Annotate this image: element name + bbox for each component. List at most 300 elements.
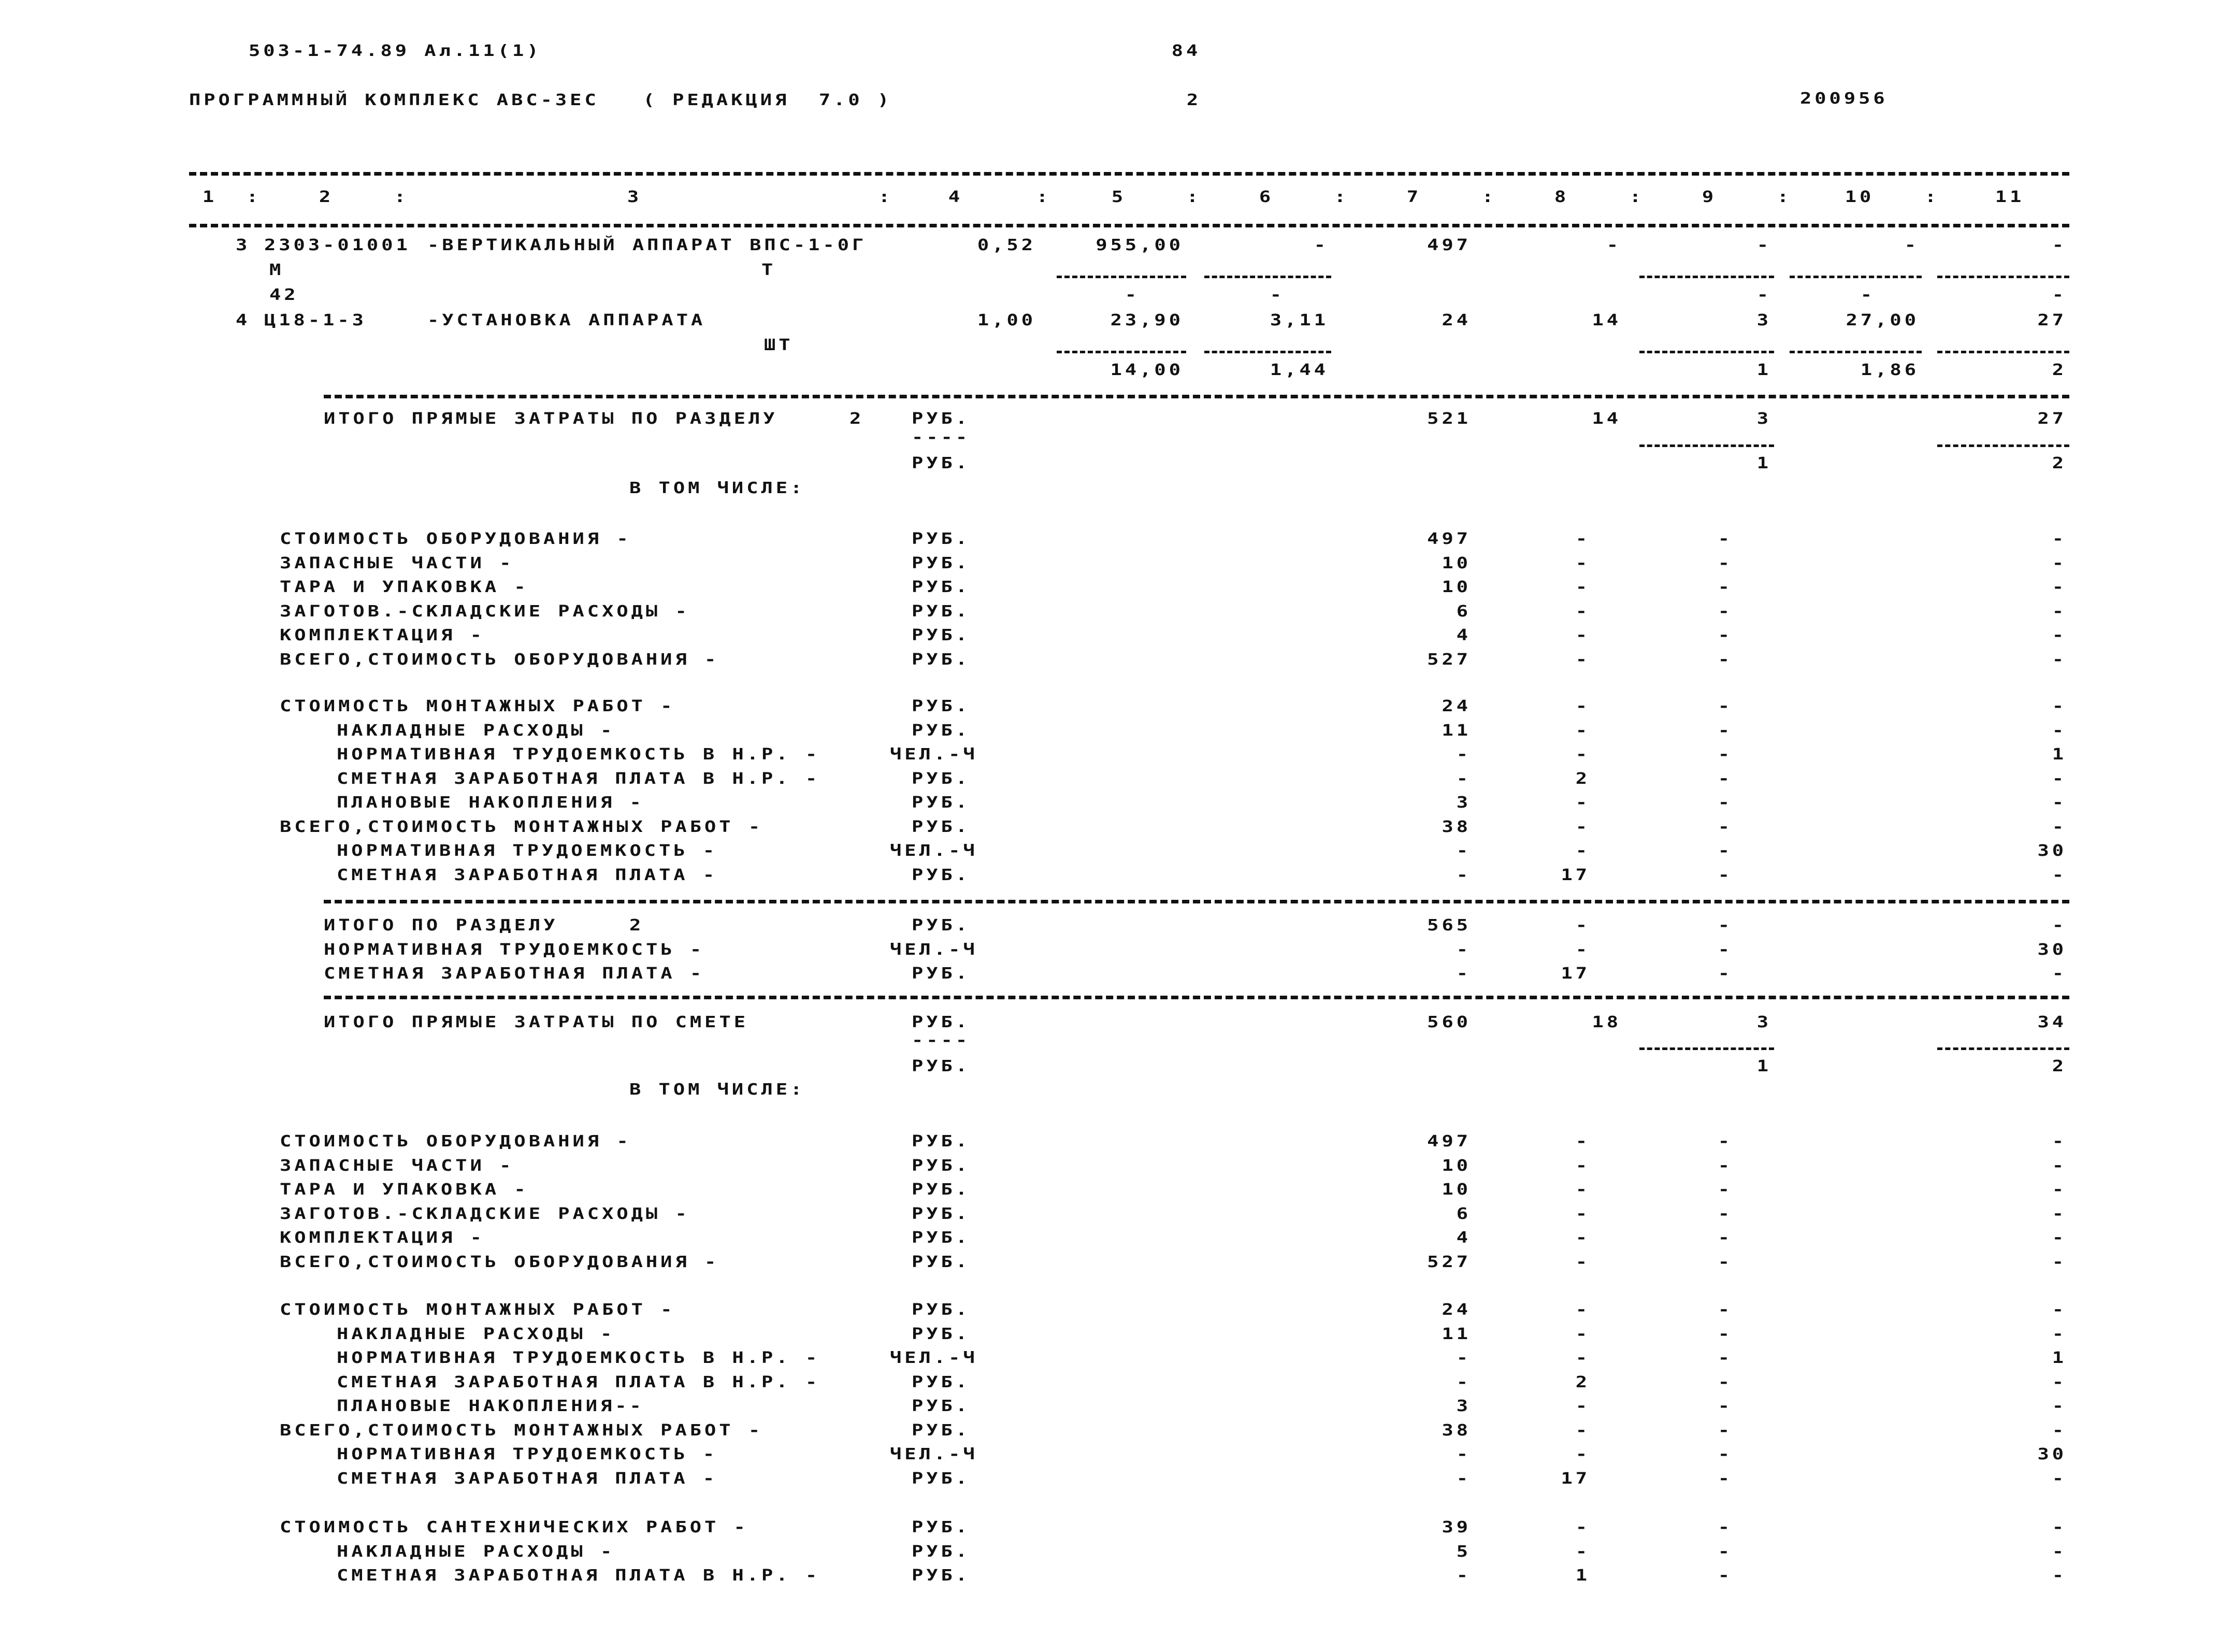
column-number-7: 7 [1406, 188, 1422, 206]
cost-col7: 3 [1456, 793, 1471, 812]
cost-col11: - [2052, 1324, 2067, 1343]
item-subrule-5 [1057, 276, 1186, 278]
column-number-8: 8 [1554, 188, 1569, 206]
cost-col7: 10 [1442, 578, 1471, 596]
unit-label: ЧЕЛ.-Ч [890, 1445, 978, 1463]
estimate-direct-costs-label: ИТОГО ПРЯМЫЕ ЗАТРАТЫ ПО СМЕТЕ [324, 1013, 749, 1031]
cost-col8: - [1575, 1324, 1590, 1343]
cost-col9: - [1718, 745, 1733, 764]
dash-mark: ---- [912, 1031, 971, 1050]
header-rule-bottom [189, 224, 2069, 227]
cost-line-label: КОМПЛЕКТАЦИЯ - [280, 1228, 485, 1247]
cost-col9: - [1718, 1180, 1733, 1199]
item-subrule-9 [1639, 276, 1774, 278]
unit-label: РУБ. [912, 1542, 971, 1560]
cost-line-label: НОРМАТИВНАЯ ТРУДОЕМКОСТЬ В Н.Р. - [337, 1348, 820, 1367]
cost-col7: - [1456, 841, 1471, 860]
sheet-number: 2 [1186, 91, 1202, 109]
cost-col7: 5 [1456, 1542, 1471, 1560]
cost-col8: - [1575, 1420, 1590, 1439]
cost-line-label: СТОИМОСТЬ МОНТАЖНЫХ РАБОТ - [280, 697, 675, 715]
estimate-col9: 3 [1756, 1013, 1771, 1031]
cost-col11: 30 [2037, 841, 2067, 860]
item-subrule-9 [1639, 351, 1774, 353]
item-subline-2: 42 [269, 285, 299, 304]
sum-col7: 565 [1427, 916, 1471, 935]
cost-col9: - [1718, 1204, 1733, 1223]
cost-col7: 38 [1442, 817, 1471, 836]
item-code: Ц18-1-3 [264, 311, 367, 329]
including-heading: В ТОМ ЧИСЛЕ: [629, 479, 805, 497]
unit-label: РУБ. [912, 1204, 971, 1223]
section-col11-lower: 2 [2052, 454, 2067, 472]
column-separator: : [1036, 188, 1051, 206]
cost-col11: - [2052, 1566, 2067, 1585]
cost-col7: 527 [1427, 650, 1471, 668]
estimate-col7: 560 [1427, 1013, 1471, 1031]
item-col9: - [1756, 236, 1771, 254]
cost-col8: - [1575, 650, 1590, 668]
cost-line-label: НОРМАТИВНАЯ ТРУДОЕМКОСТЬ В Н.Р. - [337, 745, 820, 764]
including-heading: В ТОМ ЧИСЛЕ: [629, 1080, 805, 1099]
sum-col9: - [1718, 940, 1733, 958]
item-lower-5: 14,00 [1110, 361, 1184, 379]
cost-line-label: ВСЕГО,СТОИМОСТЬ МОНТАЖНЫХ РАБОТ - [280, 1420, 763, 1439]
column-number-3: 3 [627, 188, 642, 206]
cost-col9: - [1718, 626, 1733, 644]
cost-col7: 497 [1427, 1132, 1471, 1151]
unit-label: РУБ. [912, 865, 971, 884]
unit-label: РУБ. [912, 454, 971, 472]
column-number-4: 4 [948, 188, 963, 206]
cost-col8: - [1575, 1397, 1590, 1415]
unit-label: РУБ. [912, 1300, 971, 1319]
cost-col8: - [1575, 1348, 1590, 1367]
cost-col8: - [1575, 745, 1590, 764]
item-subline-1: М [269, 261, 284, 279]
cost-col8: 17 [1561, 1469, 1590, 1487]
unit-label: РУБ. [912, 1324, 971, 1343]
item-code: 2303-01001 [264, 236, 411, 254]
cost-col9: - [1718, 650, 1733, 668]
sum-col7: - [1456, 964, 1471, 983]
cost-col9: - [1718, 578, 1733, 596]
item-unit: ШТ [764, 336, 794, 354]
section-sum-number: 2 [629, 916, 644, 935]
cost-line-label: НОРМАТИВНАЯ ТРУДОЕМКОСТЬ - [337, 841, 718, 860]
cost-col8: - [1575, 601, 1590, 620]
cost-col8: - [1575, 1228, 1590, 1247]
cost-col11: - [2052, 578, 2067, 596]
column-number-9: 9 [1702, 188, 1717, 206]
cost-line-label: ТАРА И УПАКОВКА - [280, 578, 529, 596]
cost-line-label: ВСЕГО,СТОИМОСТЬ ОБОРУДОВАНИЯ - [280, 1252, 719, 1271]
cost-col8: 1 [1575, 1566, 1590, 1585]
cost-col8: - [1575, 1180, 1590, 1199]
cost-col9: - [1718, 553, 1733, 572]
cost-col7: - [1456, 1348, 1471, 1367]
item-total-cost: 497 [1427, 236, 1471, 254]
column-separator: : [246, 188, 262, 206]
cost-col11: - [2052, 721, 2067, 739]
unit-label: РУБ. [912, 650, 971, 668]
cost-line-label: СТОИМОСТЬ САНТЕХНИЧЕСКИХ РАБОТ - [280, 1518, 748, 1536]
estimate-col11: 34 [2037, 1013, 2067, 1031]
cost-col11: - [2052, 601, 2067, 620]
unit-label: РУБ. [912, 721, 971, 739]
sum-col8: 17 [1561, 964, 1590, 983]
section-number: 2 [849, 409, 865, 428]
unit-label: РУБ. [912, 697, 971, 715]
cost-col8: - [1575, 1252, 1590, 1271]
item-lower-11: - [2052, 285, 2067, 304]
cost-col8: - [1575, 1156, 1590, 1174]
cost-col8: - [1575, 553, 1590, 572]
item-lower-9: - [1756, 285, 1771, 304]
section-col9-lower: 1 [1756, 454, 1771, 472]
cost-col9: - [1718, 865, 1733, 884]
item-col11: - [2052, 236, 2067, 254]
sum-col9: - [1718, 916, 1733, 935]
cost-col8: - [1575, 1518, 1590, 1536]
cost-col7: 11 [1442, 1324, 1471, 1343]
cost-col7: - [1456, 769, 1471, 787]
unit-label: РУБ. [912, 529, 971, 548]
cost-col9: - [1718, 1397, 1733, 1415]
unit-label: РУБ. [912, 1132, 971, 1151]
cost-line-label: СТОИМОСТЬ ОБОРУДОВАНИЯ - [280, 529, 631, 548]
cost-col8: - [1575, 578, 1590, 596]
section-col7: 521 [1427, 409, 1471, 428]
cost-col8: - [1575, 529, 1590, 548]
cost-col9: - [1718, 1445, 1733, 1463]
unit-label: РУБ. [912, 769, 971, 787]
cost-col8: 17 [1561, 865, 1590, 884]
unit-label: РУБ. [912, 1180, 971, 1199]
cost-col7: - [1456, 1372, 1471, 1391]
cost-line-label: ПЛАНОВЫЕ НАКОПЛЕНИЯ-- [337, 1397, 644, 1415]
cost-col8: - [1575, 626, 1590, 644]
section-col11: 27 [2037, 409, 2067, 428]
item-lower-10: 1,86 [1860, 361, 1919, 379]
item-col10: 27,00 [1846, 311, 1919, 329]
column-separator: : [878, 188, 894, 206]
cost-col9: - [1718, 1252, 1733, 1271]
cost-line-label: НАКЛАДНЫЕ РАСХОДЫ - [337, 721, 615, 739]
item-subrule-10 [1790, 276, 1922, 278]
unit-label: РУБ. [912, 916, 971, 935]
unit-label: ЧЕЛ.-Ч [890, 1348, 978, 1367]
cost-col9: - [1718, 769, 1733, 787]
cost-col7: 3 [1456, 1397, 1471, 1415]
unit-label: ЧЕЛ.-Ч [890, 745, 978, 764]
section-direct-costs-label: ИТОГО ПРЯМЫЕ ЗАТРАТЫ ПО РАЗДЕЛУ [324, 409, 778, 428]
item-subrule-6 [1204, 276, 1331, 278]
cost-col11: - [2052, 1228, 2067, 1247]
cost-line-label: ВСЕГО,СТОИМОСТЬ МОНТАЖНЫХ РАБОТ - [280, 817, 763, 836]
cost-col9: - [1718, 1566, 1733, 1585]
section-sum-rule [324, 900, 2069, 903]
cost-col7: 497 [1427, 529, 1471, 548]
cost-col8: - [1575, 1300, 1590, 1319]
item-lower-9: 1 [1756, 361, 1771, 379]
cost-col7: 38 [1442, 1420, 1471, 1439]
item-col8: 14 [1592, 311, 1621, 329]
column-separator: : [1481, 188, 1497, 206]
cost-col9: - [1718, 1542, 1733, 1560]
unit-label: РУБ. [912, 964, 971, 983]
item-lower-11: 2 [2052, 361, 2067, 379]
cost-col8: 2 [1575, 769, 1590, 787]
item-col11: 27 [2037, 311, 2067, 329]
cost-col7: 10 [1442, 1180, 1471, 1199]
column-separator: : [394, 188, 409, 206]
cost-col11: - [2052, 1542, 2067, 1560]
item-subrule-6 [1204, 351, 1331, 353]
cost-line-label: СМЕТНАЯ ЗАРАБОТНАЯ ПЛАТА В Н.Р. - [337, 769, 820, 787]
cost-col11: - [2052, 697, 2067, 715]
item-unit-price: 23,90 [1110, 311, 1184, 329]
item-lower-10: - [1860, 285, 1875, 304]
cost-col8: - [1575, 817, 1590, 836]
cost-col9: - [1718, 793, 1733, 812]
cost-line-label: ВСЕГО,СТОИМОСТЬ ОБОРУДОВАНИЯ - [280, 650, 719, 668]
unit-label: РУБ. [912, 1057, 971, 1075]
cost-col7: - [1456, 745, 1471, 764]
cost-col9: - [1718, 1348, 1733, 1367]
unit-label: ЧЕЛ.-Ч [890, 940, 978, 958]
cost-line-label: ЗАПАСНЫЕ ЧАСТИ - [280, 553, 514, 572]
cost-col11: - [2052, 1156, 2067, 1174]
dash-mark: ---- [912, 428, 971, 447]
cost-col11: - [2052, 1397, 2067, 1415]
sum-col11: - [2052, 916, 2067, 935]
sum-col11: 30 [2037, 940, 2067, 958]
item-col10: - [1904, 236, 1919, 254]
item-subrule-10 [1790, 351, 1922, 353]
cost-col11: - [2052, 626, 2067, 644]
cost-line-label: СМЕТНАЯ ЗАРАБОТНАЯ ПЛАТА В Н.Р. - [337, 1372, 820, 1391]
cost-col9: - [1718, 1518, 1733, 1536]
item-lower-6: - [1270, 285, 1285, 304]
cost-col8: - [1575, 1542, 1590, 1560]
cost-line-label: СТОИМОСТЬ МОНТАЖНЫХ РАБОТ - [280, 1300, 675, 1319]
cost-col8: 2 [1575, 1372, 1590, 1391]
estimate-col8: 18 [1592, 1013, 1621, 1031]
cost-col7: - [1456, 1445, 1471, 1463]
item-total-cost: 24 [1442, 311, 1471, 329]
cost-col11: - [2052, 1372, 2067, 1391]
cost-col9: - [1718, 1372, 1733, 1391]
cost-col7: 24 [1442, 697, 1471, 715]
unit-label: РУБ. [912, 1252, 971, 1271]
cost-col9: - [1718, 1300, 1733, 1319]
cost-col8: - [1575, 1445, 1590, 1463]
cost-col11: - [2052, 1180, 2067, 1199]
sum-col9: - [1718, 964, 1733, 983]
cost-line-label: СМЕТНАЯ ЗАРАБОТНАЯ ПЛАТА В Н.Р. - [337, 1566, 820, 1585]
cost-col7: 527 [1427, 1252, 1471, 1271]
unit-label: РУБ. [912, 1518, 971, 1536]
cost-col7: 24 [1442, 1300, 1471, 1319]
section-rule [324, 395, 2069, 398]
column-separator: : [1334, 188, 1349, 206]
item-number: 4 [236, 311, 251, 329]
cost-col11: - [2052, 1518, 2067, 1536]
item-number: 3 [236, 236, 251, 254]
cost-col7: 39 [1442, 1518, 1471, 1536]
cost-line-label: ЗАГОТОВ.-СКЛАДСКИЕ РАСХОДЫ - [280, 1204, 690, 1223]
column-separator: : [1924, 188, 1940, 206]
cost-line-label: СТОИМОСТЬ ОБОРУДОВАНИЯ - [280, 1132, 631, 1151]
unit-label: РУБ. [912, 1013, 971, 1031]
cost-col11: - [2052, 650, 2067, 668]
cost-col11: - [2052, 553, 2067, 572]
item-quantity: 0,52 [977, 236, 1036, 254]
unit-label: РУБ. [912, 1372, 971, 1391]
cost-col8: - [1575, 721, 1590, 739]
column-number-1: 1 [202, 188, 218, 206]
cost-line-label: ЗАГОТОВ.-СКЛАДСКИЕ РАСХОДЫ - [280, 601, 690, 620]
item-lower-5: - [1125, 285, 1140, 304]
estimate-subrule-11 [1937, 1047, 2069, 1050]
cost-line-label: ЗАПАСНЫЕ ЧАСТИ - [280, 1156, 514, 1174]
unit-label: ЧЕЛ.-Ч [890, 841, 978, 860]
estimate-subrule-9 [1639, 1047, 1774, 1050]
cost-col9: - [1718, 817, 1733, 836]
cost-col7: 10 [1442, 1156, 1471, 1174]
cost-col9: - [1718, 841, 1733, 860]
column-number-2: 2 [319, 188, 334, 206]
column-number-10: 10 [1845, 188, 1875, 206]
item-subrule-5 [1057, 351, 1186, 353]
cost-col11: - [2052, 1420, 2067, 1439]
unit-label: РУБ. [912, 1156, 971, 1174]
cost-col7: - [1456, 1566, 1471, 1585]
estimate-rule [324, 996, 2069, 999]
cost-col9: - [1718, 1132, 1733, 1151]
cost-col8: - [1575, 841, 1590, 860]
column-number-11: 11 [1995, 188, 2025, 206]
cost-col8: - [1575, 697, 1590, 715]
cost-col8: - [1575, 1204, 1590, 1223]
cost-line-label: СМЕТНАЯ ЗАРАБОТНАЯ ПЛАТА - [337, 865, 718, 884]
section-sum-label: НОРМАТИВНАЯ ТРУДОЕМКОСТЬ - [324, 940, 705, 958]
cost-col11: - [2052, 1204, 2067, 1223]
item-description: -ВЕРТИКАЛЬНЫЙ АППАРАТ ВПС-1-0Г [427, 236, 867, 254]
cost-col11: - [2052, 817, 2067, 836]
cost-col11: - [2052, 769, 2067, 787]
unit-label: РУБ. [912, 1469, 971, 1487]
document-number: 200956 [1800, 89, 1888, 108]
cost-col11: - [2052, 1252, 2067, 1271]
unit-label: РУБ. [912, 626, 971, 644]
item-col8: - [1606, 236, 1621, 254]
column-number-5: 5 [1111, 188, 1127, 206]
cost-col9: - [1718, 601, 1733, 620]
unit-label: РУБ. [912, 1228, 971, 1247]
item-unit: Т [761, 261, 776, 279]
item-quantity: 1,00 [977, 311, 1036, 329]
cost-line-label: СМЕТНАЯ ЗАРАБОТНАЯ ПЛАТА - [337, 1469, 718, 1487]
cost-line-label: ТАРА И УПАКОВКА - [280, 1180, 529, 1199]
item-description: -УСТАНОВКА АППАРАТА [427, 311, 706, 329]
cost-col9: - [1718, 697, 1733, 715]
cost-col11: 1 [2052, 1348, 2067, 1367]
cost-col8: - [1575, 793, 1590, 812]
page-number-top: 84 [1171, 41, 1201, 60]
estimate-col9-lower: 1 [1756, 1057, 1771, 1075]
cost-line-label: НАКЛАДНЫЕ РАСХОДЫ - [337, 1542, 615, 1560]
column-separator: : [1629, 188, 1645, 206]
section-col9: 3 [1756, 409, 1771, 428]
cost-col11: - [2052, 1300, 2067, 1319]
cost-col11: - [2052, 529, 2067, 548]
cost-col7: 11 [1442, 721, 1471, 739]
sum-col11: - [2052, 964, 2067, 983]
cost-line-label: КОМПЛЕКТАЦИЯ - [280, 626, 485, 644]
cost-line-label: ПЛАНОВЫЕ НАКОПЛЕНИЯ - [337, 793, 644, 812]
unit-label: РУБ. [912, 1566, 971, 1585]
cost-col11: - [2052, 865, 2067, 884]
unit-label: РУБ. [912, 578, 971, 596]
unit-label: РУБ. [912, 817, 971, 836]
cost-col9: - [1718, 1469, 1733, 1487]
cost-col9: - [1718, 1156, 1733, 1174]
unit-label: РУБ. [912, 553, 971, 572]
cost-line-label: НОРМАТИВНАЯ ТРУДОЕМКОСТЬ - [337, 1445, 718, 1463]
item-col9: 3 [1756, 311, 1771, 329]
cost-col7: 6 [1456, 1204, 1471, 1223]
unit-label: РУБ. [912, 409, 971, 428]
estimate-col11-lower: 2 [2052, 1057, 2067, 1075]
cost-col11: 1 [2052, 745, 2067, 764]
cost-col11: 30 [2037, 1445, 2067, 1463]
unit-label: РУБ. [912, 601, 971, 620]
cost-col11: - [2052, 793, 2067, 812]
item-subrule-11 [1937, 276, 2069, 278]
sum-col8: - [1575, 916, 1590, 935]
section-subrule-11 [1937, 444, 2069, 447]
unit-label: РУБ. [912, 1397, 971, 1415]
column-separator: : [1777, 188, 1792, 206]
sum-col7: - [1456, 940, 1471, 958]
unit-label: РУБ. [912, 793, 971, 812]
cost-col7: 6 [1456, 601, 1471, 620]
item-col6: - [1314, 236, 1329, 254]
section-subrule-9 [1639, 444, 1774, 447]
cost-col7: 4 [1456, 1228, 1471, 1247]
item-lower-6: 1,44 [1270, 361, 1329, 379]
document-code: 503-1-74.89 Ал.11(1) [249, 41, 542, 60]
cost-col9: - [1718, 1228, 1733, 1247]
cost-col7: - [1456, 865, 1471, 884]
section-col8: 14 [1592, 409, 1621, 428]
cost-col7: 4 [1456, 626, 1471, 644]
section-sum-label: СМЕТНАЯ ЗАРАБОТНАЯ ПЛАТА - [324, 964, 705, 983]
unit-label: РУБ. [912, 1420, 971, 1439]
section-sum-label: ИТОГО ПО РАЗДЕЛУ [324, 916, 558, 935]
cost-col7: 10 [1442, 553, 1471, 572]
cost-line-label: НАКЛАДНЫЕ РАСХОДЫ - [337, 1324, 615, 1343]
cost-col9: - [1718, 529, 1733, 548]
column-separator: : [1186, 188, 1202, 206]
cost-col9: - [1718, 1324, 1733, 1343]
cost-col11: - [2052, 1469, 2067, 1487]
item-subrule-11 [1937, 351, 2069, 353]
item-col6: 3,11 [1270, 311, 1329, 329]
column-number-6: 6 [1259, 188, 1274, 206]
